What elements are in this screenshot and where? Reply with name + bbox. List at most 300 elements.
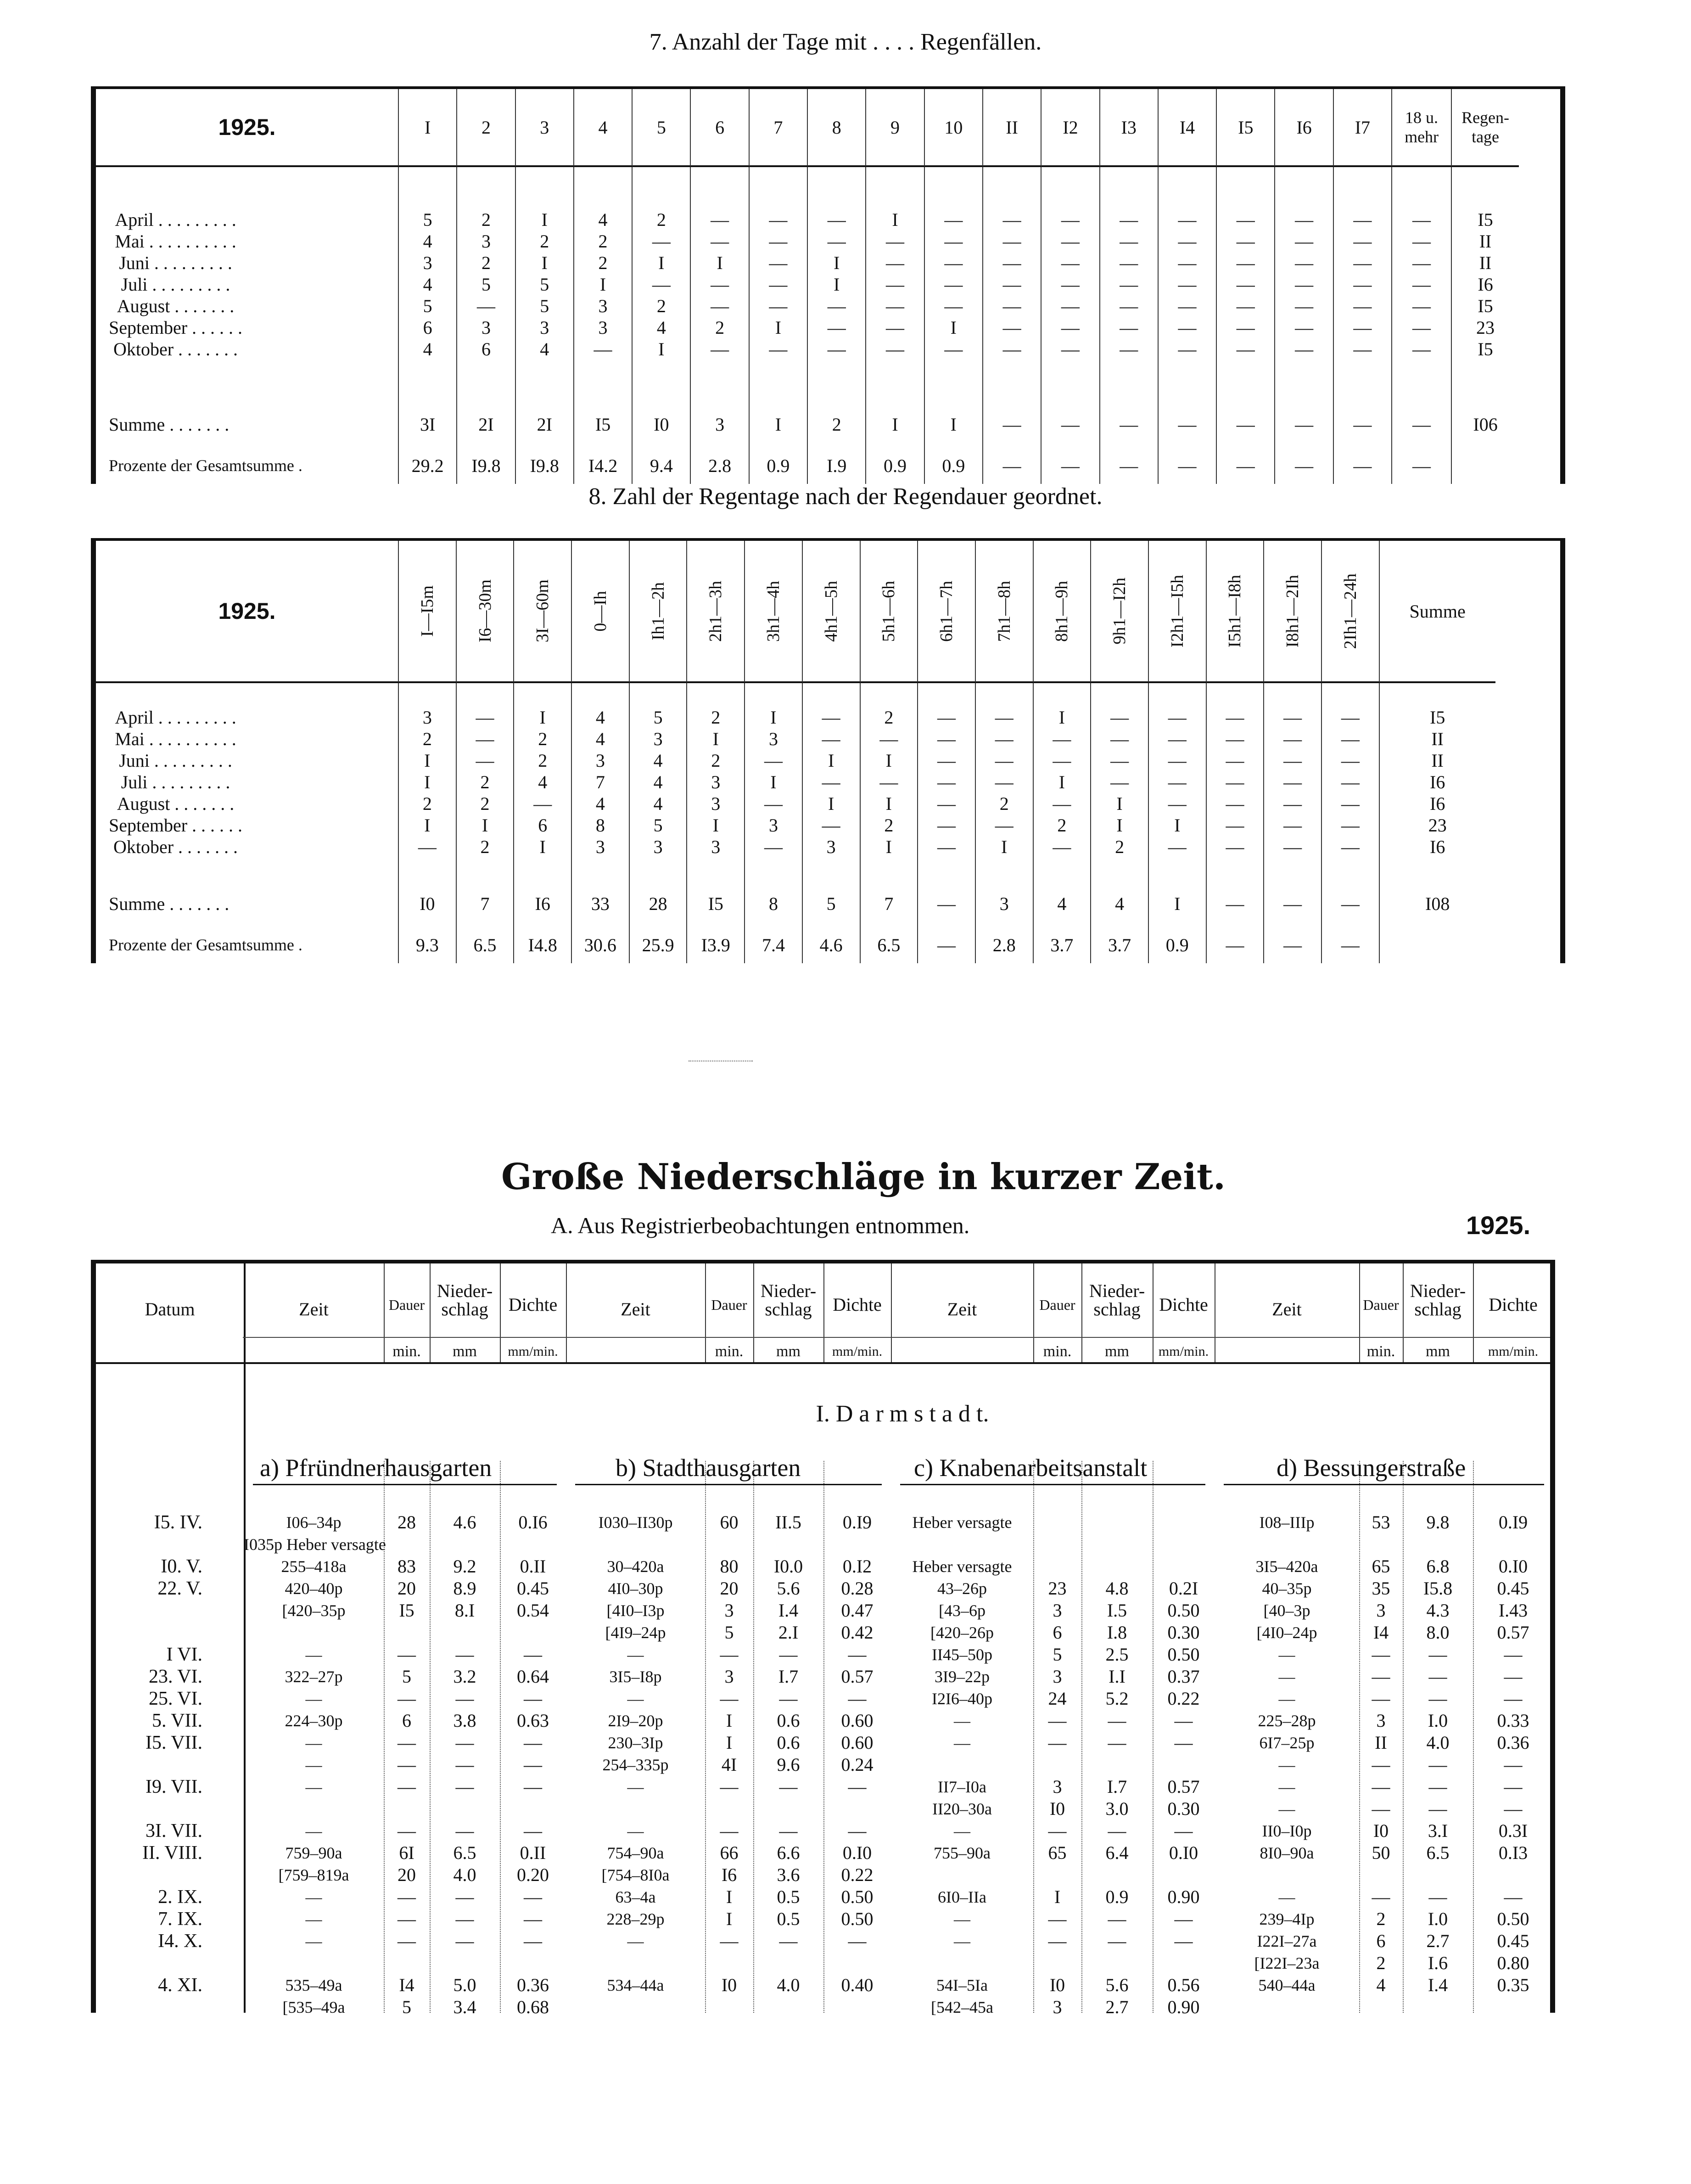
a-dichte-cell: — — [524, 1886, 542, 1907]
d-nieder-cell: — — [1428, 1666, 1447, 1687]
b-dauer-cell: 66 — [720, 1842, 739, 1863]
t8-col-label: 3I—60m — [533, 579, 553, 643]
t7-cell: — — [1236, 295, 1255, 316]
c-dichte-cell: 0.56 — [1167, 1975, 1200, 1995]
t7-cell: 23 — [1476, 317, 1495, 338]
t8-cell: I — [424, 750, 431, 771]
c-zeit-cell: II45–50p — [932, 1645, 992, 1664]
t8-sum-cell: 28 — [630, 881, 688, 926]
t8-pct-cell: 9.3 — [399, 926, 457, 963]
t8-data-stack — [596, 707, 605, 858]
t7-sum-cell: 2 — [808, 401, 866, 447]
t7-data-col — [457, 167, 515, 401]
t7-data-col — [1041, 167, 1100, 401]
d-dichte-cell: 0.57 — [1497, 1622, 1529, 1643]
t7-cell: — — [711, 274, 729, 295]
c-dauer-cell: I0 — [1049, 1798, 1065, 1819]
d-dichte-cell: 0.I9 — [1498, 1512, 1528, 1533]
t7-cell: — — [1002, 338, 1021, 359]
t7-sum-cell: — — [1275, 401, 1333, 447]
a-nieder-cell: 3.2 — [453, 1666, 476, 1687]
t7-col-label: I4 — [1179, 117, 1195, 138]
a-nieder-cell: 8.I — [454, 1600, 475, 1621]
b-dauer-cell: 5 — [724, 1622, 734, 1643]
t8-cell: 2 — [422, 793, 432, 814]
a-dauer-cell — [384, 1798, 430, 1820]
big-year: 1925. — [1466, 1211, 1531, 1240]
t8-cell: I — [885, 836, 892, 857]
t7-cell: — — [1353, 252, 1372, 273]
t7-cell: — — [1178, 274, 1197, 295]
t8-row-labels — [96, 683, 399, 881]
t7-cell: — — [886, 274, 905, 295]
d-dichte-cell — [1473, 1864, 1553, 1886]
t8-data-col — [687, 683, 745, 881]
c-nieder-cell: 6.4 — [1105, 1842, 1129, 1863]
c-unit-min: min. — [1043, 1343, 1072, 1360]
d-zeit-cell: [I22I–23a — [1254, 1954, 1320, 1972]
t8-sum-label: Summe . . . . . . . — [96, 881, 399, 926]
a-dichte-cell: — — [524, 1688, 542, 1709]
b-zeit-cell: [4I0–I3p — [606, 1601, 665, 1620]
t8-cell: — — [1053, 728, 1071, 749]
a-dichte-cell: 0.I6 — [518, 1512, 548, 1533]
t7-pct-cell: I.9 — [808, 447, 866, 484]
t7-col-header — [808, 89, 866, 167]
c-zeit-cell — [891, 1864, 1033, 1886]
t8-col-label: 5h1—6h — [879, 580, 899, 642]
t7-cell: I — [717, 252, 723, 273]
b-zeit-cell — [566, 1533, 705, 1555]
t8-cell: 3 — [653, 836, 663, 857]
t8-data-stack — [879, 707, 898, 858]
b-nieder-column — [753, 1511, 823, 2018]
t7-cell: — — [1061, 252, 1080, 273]
t7-cell: — — [1178, 295, 1197, 316]
t8-col-header — [1034, 541, 1092, 683]
t7-col-label: I5 — [1238, 117, 1254, 138]
c-nieder-cell: 2.5 — [1105, 1644, 1129, 1665]
t7-data-col — [1275, 167, 1333, 401]
a-dichte-cell: 0.68 — [517, 1997, 549, 2017]
a-dichte-cell: — — [524, 1644, 542, 1665]
t7-cell: — — [886, 230, 905, 252]
t8-sum-cell: 3 — [976, 881, 1034, 926]
date-cell — [96, 1996, 202, 2018]
t7-col-label: II — [1006, 117, 1018, 138]
c-nieder-cell: 5.6 — [1105, 1975, 1129, 1995]
t7-sum-cell: — — [1159, 401, 1217, 447]
d-dauer-cell: — — [1372, 1644, 1390, 1665]
t8-data-stack — [1341, 707, 1360, 858]
a-zeit-cell: [759–819a — [278, 1866, 349, 1884]
c-nieder-cell — [1081, 1511, 1153, 1533]
b-dichte-cell: 0.60 — [841, 1710, 873, 1731]
t8-pct-cell: 6.5 — [861, 926, 918, 963]
t8-cell: — — [1341, 728, 1360, 749]
d-unit-mmmin: mm/min. — [1488, 1344, 1539, 1359]
b-dauer-cell: — — [720, 1644, 739, 1665]
a-unit-mmmin: mm/min. — [508, 1344, 558, 1359]
a-zeit-cell: — — [305, 1932, 322, 1950]
c-zeit-cell: — — [954, 1712, 970, 1730]
c-dichte-cell — [1153, 1864, 1215, 1886]
b-dichte-cell: 0.50 — [841, 1886, 873, 1907]
t7-data-stack — [594, 209, 612, 360]
d-dichte-cell — [1473, 1996, 1553, 2018]
t7-cell: 2 — [598, 252, 608, 273]
b-nieder-cell: — — [779, 1776, 798, 1797]
c-dauer-cell: 6 — [1053, 1622, 1062, 1643]
d-dauer-cell: — — [1372, 1688, 1390, 1709]
b-dichte-cell: — — [848, 1820, 867, 1841]
t7-year: 1925. — [96, 89, 399, 167]
b-nieder-cell: I.7 — [778, 1666, 799, 1687]
t7-cell: II — [1479, 252, 1492, 273]
t7-cell: 2 — [656, 295, 666, 316]
t7-cell: — — [1002, 274, 1021, 295]
c-dauer-cell: 3 — [1053, 1600, 1062, 1621]
t7-cell: — — [1412, 252, 1431, 273]
t8-col-header — [1149, 541, 1207, 683]
b-zeit-cell: — — [627, 1645, 644, 1664]
t8-data-stack — [764, 707, 783, 858]
a-dichte-header: Dichte — [508, 1294, 558, 1315]
t7-pct-cell: 9.4 — [633, 447, 691, 484]
t7-row-label-stack — [109, 209, 242, 360]
t8-data-col — [1207, 683, 1265, 881]
t7-data-col — [808, 167, 866, 401]
t8-cell: I — [770, 771, 777, 792]
b-dauer-header: Dauer — [711, 1297, 747, 1313]
t8-col-label: 3h1—4h — [763, 580, 783, 642]
c-nieder-cell: 0.9 — [1105, 1886, 1129, 1907]
c-dauer-header: Dauer — [1039, 1297, 1075, 1313]
t7-cell: — — [1236, 338, 1255, 359]
t7-cell: — — [944, 209, 963, 230]
t8-data-stack — [476, 707, 494, 858]
t8-sum-cell: I — [1149, 881, 1207, 926]
d-nieder-header: Nieder- schlag — [1410, 1280, 1466, 1319]
t8-cell: 3 — [595, 750, 605, 771]
t8-cell: I — [828, 793, 834, 814]
t7-cell: I — [834, 274, 840, 295]
b-dichte-cell: 0.47 — [841, 1600, 873, 1621]
t8-sum-cell: 7 — [861, 881, 918, 926]
b-nieder-cell: — — [779, 1644, 798, 1665]
t8-cell: — — [476, 707, 494, 728]
c-dauer-cell — [1033, 1511, 1081, 1533]
t7-cell: — — [944, 274, 963, 295]
c-dichte-cell: 0.50 — [1167, 1644, 1200, 1665]
a-dauer-cell — [384, 1622, 430, 1644]
d-nieder-cell: I.0 — [1428, 1909, 1448, 1929]
t7-cell: — — [1061, 209, 1080, 230]
a-nieder-cell: 4.6 — [453, 1512, 476, 1533]
t8-cell: 2 — [422, 728, 432, 749]
t7-cell: — — [1120, 209, 1138, 230]
t7-sum-cell: — — [1100, 401, 1159, 447]
t7-col-header — [750, 89, 808, 167]
a-dichte-cell: 0.64 — [517, 1666, 549, 1687]
t8-data-col — [1264, 683, 1322, 881]
t7-cell: II — [1479, 230, 1492, 252]
t8-cell: I6 — [1430, 836, 1445, 857]
t8-pct-cell: 4.6 — [803, 926, 861, 963]
t7-cell: I — [834, 252, 840, 273]
heavy-rain-table — [91, 1260, 1555, 2017]
c-dauer-cell: 3 — [1053, 1776, 1062, 1797]
t8-pct-cell: I4.8 — [514, 926, 572, 963]
t8-data-col — [918, 683, 976, 881]
a-nieder-cell: — — [455, 1931, 474, 1951]
t8-pct-cell: 3.7 — [1034, 926, 1092, 963]
t8-data-stack — [822, 707, 840, 858]
t8-pct-cell: 2.8 — [976, 926, 1034, 963]
t7-sum-cell: — — [1392, 401, 1452, 447]
t8-data-col — [861, 683, 918, 881]
a-dichte-cell: 0.54 — [517, 1600, 549, 1621]
t7-cell: — — [1236, 230, 1255, 252]
t7-data-stack — [423, 209, 432, 360]
c-dichte-cell — [1153, 1952, 1215, 1974]
c-dichte-cell: 0.90 — [1167, 1886, 1200, 1907]
t8-col-label: 2Ih1—24h — [1340, 573, 1360, 649]
t7-cell: — — [769, 274, 788, 295]
t7-cell: — — [1295, 295, 1314, 316]
section-title: c) Knabenarbeitsanstalt — [914, 1454, 1148, 1482]
t8-cell: 2 — [1115, 836, 1125, 857]
d-nieder-cell: — — [1428, 1754, 1447, 1775]
t8-col-header — [1207, 541, 1265, 683]
b-zeit-cell — [566, 1952, 705, 1974]
t7-col-label: 4 — [598, 117, 608, 138]
b-dichte-cell: 0.28 — [841, 1578, 873, 1599]
c-zeit-cell: — — [954, 1910, 970, 1928]
t7-cell: — — [944, 252, 963, 273]
t8-cell: 5 — [653, 814, 663, 836]
t7-cell: — — [1002, 252, 1021, 273]
c-dichte-cell: 0.30 — [1167, 1622, 1200, 1643]
t8-cell: — — [418, 836, 437, 857]
t8-cell: — — [995, 771, 1013, 792]
t8-col-header — [514, 541, 572, 683]
c-zeit-cell: [420–26p — [930, 1623, 994, 1642]
a-dauer-cell: 20 — [398, 1578, 416, 1599]
date-cell — [96, 1754, 202, 1776]
t8-cell: 7 — [595, 771, 605, 792]
a-dauer-cell: 5 — [402, 1666, 411, 1687]
t7-col-label: 8 — [832, 117, 841, 138]
section-underline — [900, 1484, 1205, 1485]
table8-title: 8. Zahl der Regentage nach der Regendauer geordnet. — [588, 483, 1103, 510]
t8-pct-cell: 6.5 — [457, 926, 515, 963]
t8-data-stack — [654, 707, 663, 858]
d-nieder-cell: 3.I — [1428, 1820, 1448, 1841]
a-nieder-cell — [430, 1952, 500, 1974]
t8-data-stack — [995, 707, 1013, 858]
d-zeit-cell: — — [1278, 1645, 1295, 1664]
t8-col-header — [457, 541, 515, 683]
t7-sum-cell: 2I — [457, 401, 515, 447]
t8-cell: — — [1341, 771, 1360, 792]
t7-cell: — — [1353, 338, 1372, 359]
d-zeit-cell: II0–I0p — [1262, 1822, 1312, 1840]
t8-cell: — — [1110, 728, 1129, 749]
t7-cell: — — [1295, 338, 1314, 359]
b-dauer-cell — [705, 1798, 753, 1820]
d-nieder-cell — [1403, 1864, 1473, 1886]
a-zeit-cell: [420–35p — [282, 1601, 346, 1620]
b-dichte-header: Dichte — [833, 1294, 882, 1315]
t7-cell: — — [1236, 317, 1255, 338]
a-zeit-cell: 255–418a — [281, 1557, 347, 1576]
t8-cell: 3 — [711, 836, 721, 857]
t7-cell: I — [658, 338, 665, 359]
a-dauer-cell: — — [398, 1732, 416, 1753]
t8-cell: I — [712, 728, 719, 749]
t7-cell: — — [1120, 274, 1138, 295]
b-zeit-cell — [566, 1798, 705, 1820]
t8-sum-cell: 4 — [1091, 881, 1149, 926]
b-dauer-cell: — — [720, 1931, 739, 1951]
t7-sum-cell: I — [866, 401, 924, 447]
t8-cell: — — [1283, 750, 1302, 771]
t7-cell: — — [1295, 209, 1314, 230]
d-nieder-cell: — — [1428, 1776, 1447, 1797]
t7-data-stack — [828, 209, 846, 360]
t7-cell: 3 — [481, 230, 491, 252]
t8-cell: — — [1168, 836, 1187, 857]
t7-cell: — — [1120, 317, 1138, 338]
b-dichte-cell — [823, 1952, 891, 1974]
b-nieder-cell: 0.6 — [777, 1732, 800, 1753]
t7-col-label: 6 — [715, 117, 725, 138]
b-dauer-column — [705, 1511, 753, 2018]
t8-sum-cell: 5 — [803, 881, 861, 926]
t7-cell: — — [1412, 274, 1431, 295]
t8-col-header — [399, 541, 457, 683]
t8-cell: — — [937, 771, 956, 792]
t8-cell: — — [1341, 836, 1360, 857]
t8-col-label: I6—30m — [475, 579, 495, 643]
c-nieder-cell: I.7 — [1107, 1776, 1127, 1797]
d-unit-min: min. — [1366, 1343, 1395, 1360]
t7-cell: — — [711, 230, 729, 252]
b-dichte-cell: 0.I9 — [842, 1512, 872, 1533]
d-dichte-cell: 0.I0 — [1498, 1556, 1528, 1577]
a-dauer-cell: — — [398, 1820, 416, 1841]
c-zeit-cell: 755–90a — [934, 1844, 991, 1862]
t7-pct-cell: — — [1159, 447, 1217, 484]
c-zeit-header: Zeit — [947, 1299, 977, 1319]
c-zeit-cell: 3I9–22p — [935, 1667, 990, 1686]
t7-col-label: 7 — [773, 117, 783, 138]
t7-cell: 3 — [481, 317, 491, 338]
section-underline — [575, 1484, 882, 1485]
d-dichte-header: Dichte — [1489, 1294, 1538, 1315]
t7-cell: — — [1295, 274, 1314, 295]
t8-cell: I — [539, 707, 546, 728]
t7-cell: I — [541, 209, 548, 230]
t8-col-label: 7h1—8h — [994, 580, 1014, 642]
t7-data-col — [866, 167, 924, 401]
a-nieder-cell: — — [455, 1820, 474, 1841]
t7-cell: — — [1002, 209, 1021, 230]
t8-cell: — — [1226, 814, 1244, 836]
t8-cell: 3 — [653, 728, 663, 749]
t8-cell: I — [770, 707, 777, 728]
b-nieder-cell: II.5 — [775, 1512, 801, 1533]
t7-cell: — — [769, 209, 788, 230]
t8-cell: I — [424, 814, 431, 836]
c-nieder-cell: — — [1108, 1820, 1126, 1841]
t7-col-header — [1100, 89, 1159, 167]
t7-cell: 4 — [423, 338, 432, 359]
t7-cell: 3 — [540, 317, 549, 338]
date-cell: 7. IX. — [158, 1909, 202, 1930]
t7-sum-cell: 2I — [516, 401, 574, 447]
t8-cell: — — [937, 814, 956, 836]
a-dauer-cell: — — [398, 1644, 416, 1665]
t8-cell: 3 — [711, 771, 721, 792]
a-nieder-cell — [430, 1622, 500, 1644]
d-dauer-cell: 65 — [1372, 1556, 1390, 1577]
t7-pct-cell: — — [1041, 447, 1100, 484]
t8-cell: 3 — [711, 793, 721, 814]
t7-pct-cell: 29.2 — [399, 447, 457, 484]
t8-year: 1925. — [96, 541, 399, 683]
t8-data-stack — [418, 707, 437, 858]
b-nieder-cell: 2.I — [778, 1622, 799, 1643]
d-dauer-cell — [1359, 1996, 1403, 2018]
d-dauer-cell: 4 — [1376, 1975, 1386, 1995]
t7-cell: 5 — [423, 295, 432, 316]
t7-cell: — — [1120, 338, 1138, 359]
d-zeit-cell: — — [1278, 1800, 1295, 1818]
t7-row-label: Juni . . . . . . . . . — [119, 252, 232, 273]
c-dauer-cell: — — [1048, 1710, 1067, 1731]
t7-cell: I5 — [1478, 295, 1493, 316]
t7-cell: — — [1295, 230, 1314, 252]
t7-col-header — [983, 89, 1041, 167]
t8-pct-cell: — — [1264, 926, 1322, 963]
section-title: b) Stadthausgarten — [616, 1454, 801, 1482]
d-zeit-cell: 6I7–25p — [1259, 1734, 1315, 1752]
t8-sum-cell: — — [1322, 881, 1380, 926]
t7-cell: 5 — [481, 274, 491, 295]
t8-cell: 3 — [422, 707, 432, 728]
date-cell: 25. VI. — [148, 1688, 202, 1709]
c-nieder-cell: I.I — [1109, 1666, 1125, 1687]
a-nieder-cell — [430, 1533, 500, 1555]
d-dichte-cell: 0.50 — [1497, 1909, 1529, 1929]
a-dauer-cell — [384, 1533, 430, 1555]
a-nieder-cell: 5.0 — [453, 1975, 476, 1995]
t8-pct-cell: 0.9 — [1149, 926, 1207, 963]
c-unit-mm: mm — [1105, 1343, 1129, 1360]
t8-cell: — — [1110, 771, 1129, 792]
t8-cell: II — [1431, 728, 1444, 749]
t7-cell: — — [769, 295, 788, 316]
t7-sum-cell: I06 — [1473, 414, 1498, 435]
t8-data-col — [745, 683, 803, 881]
b-dauer-cell — [705, 1952, 753, 1974]
c-dauer-cell: — — [1048, 1909, 1067, 1929]
t7-sum-cell: — — [1217, 401, 1275, 447]
b-zeit-cell: 30–420a — [607, 1557, 664, 1576]
c-dauer-cell: I — [1054, 1886, 1061, 1907]
